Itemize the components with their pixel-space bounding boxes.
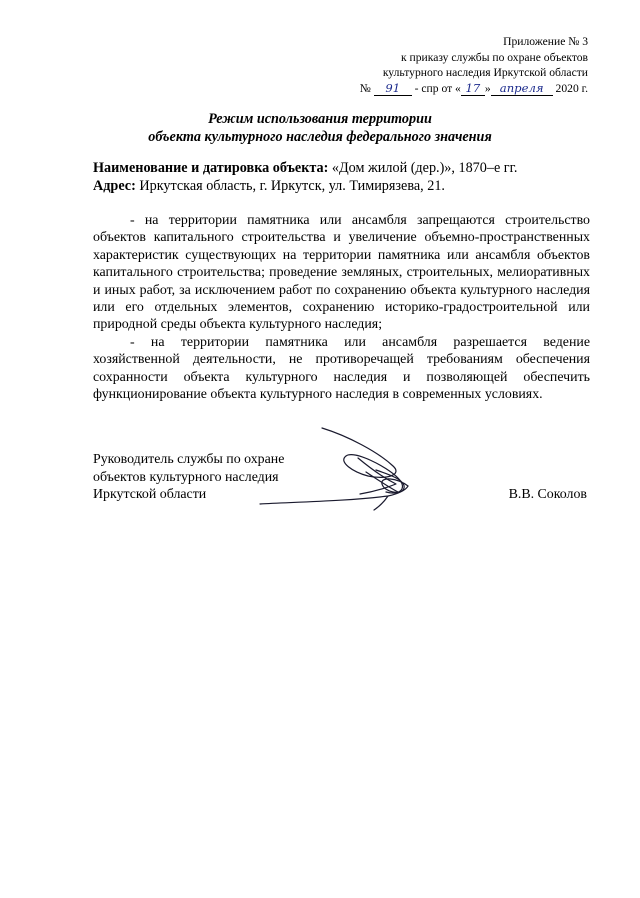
appendix-agency: культурного наследия Иркутской области <box>382 66 588 79</box>
order-month-handwritten: апреля <box>491 82 553 96</box>
signer-name: В.В. Соколов <box>508 487 587 502</box>
order-day-handwritten: 17 <box>461 82 485 96</box>
object-address-row <box>93 178 593 196</box>
object-name-row <box>93 160 593 178</box>
object-info <box>93 160 593 195</box>
order-number-handwritten: 91 <box>374 82 412 96</box>
signer-line-3: Иркутской области <box>93 487 207 503</box>
order-number-prefix: № <box>359 81 374 95</box>
document-title <box>0 111 640 146</box>
order-year: 2020 г. <box>552 81 588 95</box>
handwritten-signature <box>258 422 428 522</box>
appendix-order-ref: к приказу службы по охране объектов <box>401 50 588 64</box>
appendix-number: Приложение № 3 <box>503 35 588 48</box>
object-address-label: Адрес: <box>93 177 136 194</box>
order-date-prefix: - спр от « <box>411 81 461 95</box>
signer-line-2: объектов культурного наследия <box>93 469 279 485</box>
permissions-paragraph: - на территории памятника или ансамбля разрешается ведение хозяйственной деятельности, не противоречащей требованиям обеспечения сохранности объекта культурного наследия и позволяющей обеспечить функционирование объекта культурного наследия в современных условиях. <box>93 334 590 403</box>
object-name-label: Наименование и датировка объекта: <box>93 160 329 176</box>
signer-line-1: Руководитель службы по охране <box>93 452 285 467</box>
prohibitions-paragraph: - на территории памятника или ансамбля запрещаются строительство объектов капитального строительства и увеличение объемно-пространственных характеристик существующих на территории памятника или ансамбля объектов капитального строительства; проведение земляных, строительных, мелиоративных и иных работ, за исключением работ по сохранению объекта культурного наследия или его отдельных элементов, сохранению историко-градостроительной или природной среды объекта культурного наследия; <box>93 213 590 333</box>
object-address-value: Иркутская область, г. Иркутск, ул. Тимирязева, 21. <box>135 177 445 194</box>
order-quote-close: » <box>484 81 491 95</box>
object-name-value: «Дом жилой (дер.)», 1870–е гг. <box>328 160 518 176</box>
regime-text <box>93 212 590 403</box>
title-line-2: объекта культурного наследия федерального значения <box>148 128 492 145</box>
order-number-line <box>360 81 588 97</box>
title-line-1: Режим использования территории <box>208 111 432 127</box>
appendix-header <box>360 34 588 96</box>
